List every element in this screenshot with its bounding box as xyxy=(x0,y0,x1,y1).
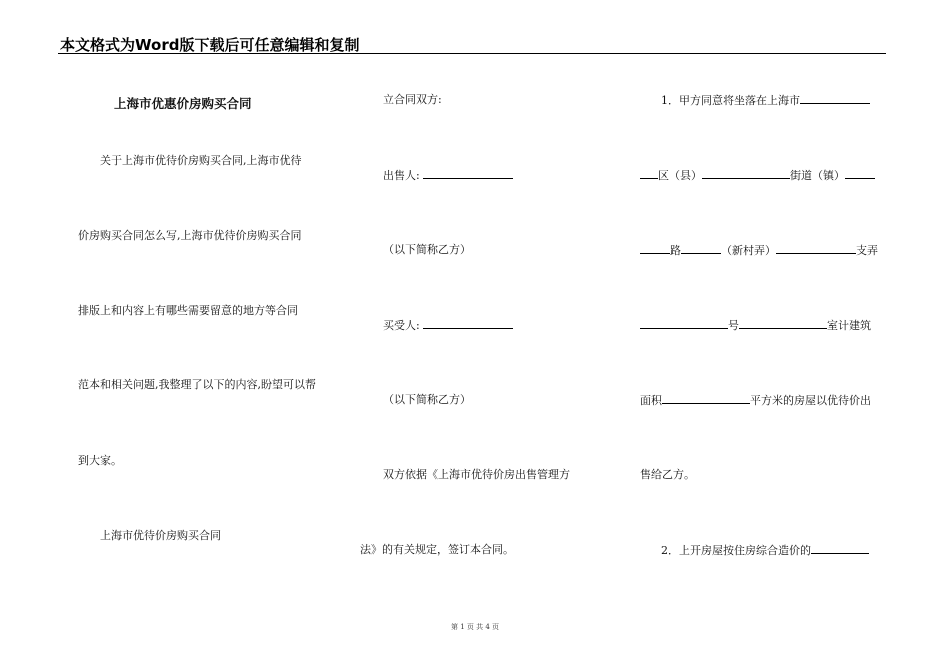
parties-label: 立合同双方: xyxy=(383,93,442,106)
clause-1-line-3 xyxy=(640,243,878,258)
area-blank xyxy=(662,393,750,404)
lane-blank xyxy=(681,243,721,254)
document-title: 上海市优惠价房购买合同 xyxy=(114,96,252,111)
street-label: 街道（镇） xyxy=(790,169,845,182)
district-blank xyxy=(640,168,658,179)
clause-2-line-1 xyxy=(661,543,869,558)
intro-line-3: 排版上和内容上有哪些需要留意的地方等合同 xyxy=(78,304,298,317)
clause-1-line-6: 售给乙方。 xyxy=(640,468,695,481)
clause-2-text: 2．上开房屋按住房综合造价的 xyxy=(661,544,811,557)
price-blank xyxy=(811,543,869,554)
district-label: 区（县） xyxy=(658,169,702,182)
page-header-title: 本文格式为Word版下载后可任意编辑和复制 xyxy=(60,36,360,54)
header-divider xyxy=(58,53,886,54)
intro-line-1: 关于上海市优待价房购买合同,上海市优待 xyxy=(100,154,302,167)
street-blank xyxy=(702,168,790,179)
seller-row xyxy=(383,168,513,183)
clause-1-line-2 xyxy=(640,168,875,183)
buyer-row xyxy=(383,318,513,333)
buyer-note: （以下简称乙方） xyxy=(383,393,471,406)
number-blank xyxy=(640,318,728,329)
basis-line-2: 法》的有关规定，签订本合同。 xyxy=(360,543,514,556)
area-label: 面积 xyxy=(640,394,662,407)
sublane-blank xyxy=(776,243,856,254)
area-text: 平方米的房屋以优待价出 xyxy=(750,394,871,407)
room-label: 室计建筑 xyxy=(827,319,871,332)
number-label: 号 xyxy=(728,319,739,332)
town-blank xyxy=(845,168,875,179)
city-blank xyxy=(800,93,870,104)
intro-line-5: 到大家。 xyxy=(78,454,122,467)
clause-1-line-1 xyxy=(661,93,870,108)
clause-1-text: 1．甲方同意将坐落在上海市 xyxy=(661,94,800,107)
seller-note: （以下简称乙方） xyxy=(383,243,471,256)
seller-blank xyxy=(423,168,513,179)
basis-line-1: 双方依据《上海市优待价房出售管理方 xyxy=(383,468,570,481)
clause-1-line-4 xyxy=(640,318,871,333)
seller-label: 出售人: xyxy=(383,169,420,182)
room-blank xyxy=(739,318,827,329)
intro-line-2: 价房购买合同怎么写,上海市优待价房购买合同 xyxy=(78,229,302,242)
intro-line-4: 范本和相关问题,我整理了以下的内容,盼望可以帮 xyxy=(78,378,316,391)
lane-label: （新村弄） xyxy=(721,244,776,257)
buyer-blank xyxy=(423,318,513,329)
contract-subtitle: 上海市优待价房购买合同 xyxy=(100,529,221,542)
buyer-label: 买受人: xyxy=(383,319,420,332)
road-blank xyxy=(640,243,670,254)
sublane-label: 支弄 xyxy=(856,244,878,257)
page-footer: 第 1 页 共 4 页 xyxy=(450,623,500,631)
clause-1-line-5 xyxy=(640,393,871,408)
road-label: 路 xyxy=(670,244,681,257)
